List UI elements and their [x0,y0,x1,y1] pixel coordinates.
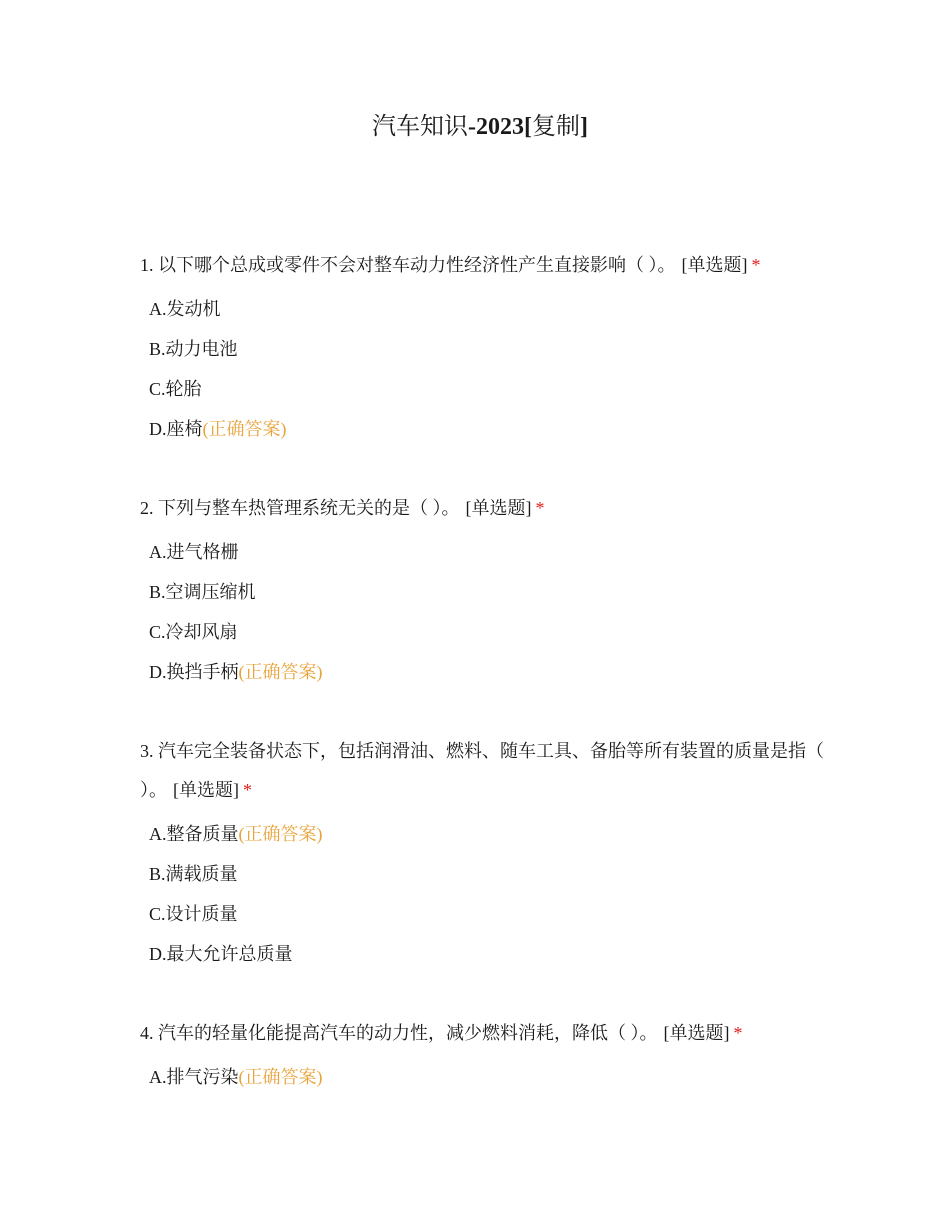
question-4 [140,1014,830,1097]
question-1-text: 1. 以下哪个总成或零件不会对整车动力性经济性产生直接影响（ ）。 [140,255,676,275]
option-a [149,814,830,854]
option-label: D.换挡手柄 [149,662,239,682]
option-label: B.满载质量 [149,864,238,884]
required-mark: * [733,1023,743,1043]
option-label: A.进气格栅 [149,542,239,562]
title-copy: 复制 [532,114,580,140]
option-a [149,289,830,329]
required-mark: * [535,498,545,518]
option-label: B.空调压缩机 [149,582,256,602]
title-name: 汽车知识 [372,114,468,140]
option-label: C.轮胎 [149,379,202,399]
option-b [149,854,830,894]
option-list [149,289,830,449]
option-label: B.动力电池 [149,339,238,359]
option-list [149,532,830,692]
option-c [149,894,830,934]
option-a [149,1057,830,1097]
option-label: A.整备质量 [149,824,239,844]
question-4-text: 4. 汽车的轻量化能提高汽车的动力性，减少燃料消耗，降低（ ）。 [140,1023,658,1043]
option-label: A.排气污染 [149,1067,239,1087]
option-c [149,369,830,409]
option-d [149,409,830,449]
correct-answer-tag: (正确答案) [202,419,287,439]
question-text [140,489,830,528]
question-list [140,246,830,1137]
option-label: D.最大允许总质量 [149,944,293,964]
page-title [0,112,950,142]
option-d [149,652,830,692]
title-close-bracket: ] [580,114,588,140]
question-text [140,732,830,810]
question-text [140,1014,830,1053]
option-label: D.座椅 [149,419,203,439]
required-mark: * [243,780,252,800]
option-list [149,1057,830,1097]
question-1 [140,246,830,449]
option-label: A.发动机 [149,299,221,319]
title-open-bracket: [ [524,114,532,140]
option-label: C.设计质量 [149,904,238,924]
required-mark: * [751,255,761,275]
option-label: C.冷却风扇 [149,622,238,642]
question-type-label: [单选题] [681,255,748,275]
option-d [149,934,830,974]
correct-answer-tag: (正确答案) [238,662,323,682]
question-type-label: [单选题] [173,780,239,800]
option-a [149,532,830,572]
correct-answer-tag: (正确答案) [238,824,323,844]
question-3 [140,732,830,974]
option-list [149,814,830,974]
title-year: -2023 [468,114,524,140]
option-b [149,329,830,369]
question-2 [140,489,830,692]
question-type-label: [单选题] [465,498,532,518]
correct-answer-tag: (正确答案) [238,1067,323,1087]
question-2-text: 2. 下列与整车热管理系统无关的是（ ）。 [140,498,460,518]
option-b [149,572,830,612]
question-3-text: 3. 汽车完全装备状态下，包括润滑油、燃料、随车工具、备胎等所有装置的质量是指（ ）。 [140,741,824,800]
option-c [149,612,830,652]
question-type-label: [单选题] [663,1023,730,1043]
question-text [140,246,830,285]
